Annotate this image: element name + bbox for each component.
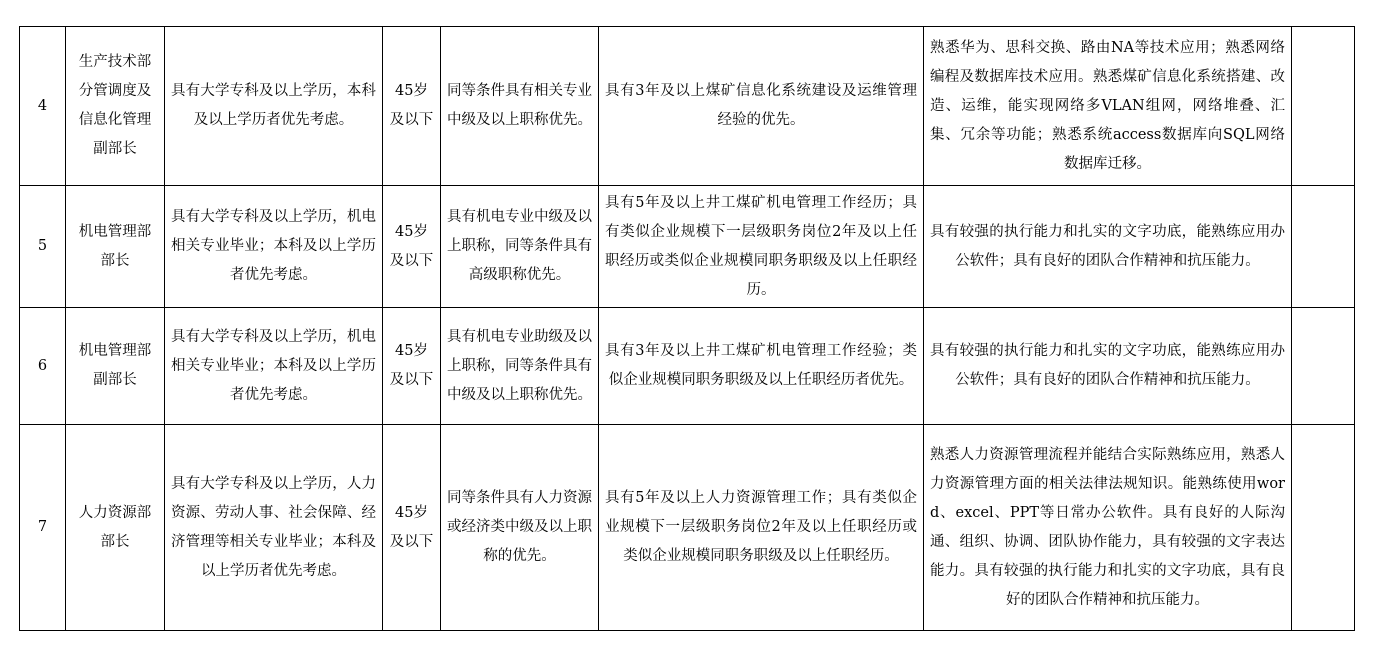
other-requirement: 熟悉人力资源管理流程并能结合实际熟练应用，熟悉人力资源管理方面的相关法律法规知识。能熟练使用word、excel、PPT等日常办公软件。具有良好的人际沟通、组织、协调、团队协作能力，具有较强的文字表达能力。具有较强的执行能力和扎实的文字功底，具有良好的团队合作精神和抗压能力。	[924, 425, 1292, 631]
title-requirement: 具有机电专业中级及以上职称，同等条件具有高级职称优先。	[441, 186, 599, 308]
table-row	[20, 308, 1355, 425]
row-number: 7	[20, 425, 66, 631]
education-requirement: 具有大学专科及以上学历，人力资源、劳动人事、社会保障、经济管理等相关专业毕业；本科及以上学历者优先考虑。	[165, 425, 383, 631]
age-requirement: 45岁及以下	[383, 186, 441, 308]
row-number: 5	[20, 186, 66, 308]
education-requirement: 具有大学专科及以上学历，本科及以上学历者优先考虑。	[165, 27, 383, 186]
title-requirement: 同等条件具有相关专业中级及以上职称优先。	[441, 27, 599, 186]
row-number: 4	[20, 27, 66, 186]
position-name: 机电管理部副部长	[66, 308, 165, 425]
note-cell	[1292, 308, 1355, 425]
experience-requirement: 具有3年及以上煤矿信息化系统建设及运维管理经验的优先。	[599, 27, 924, 186]
education-requirement: 具有大学专科及以上学历，机电相关专业毕业；本科及以上学历者优先考虑。	[165, 308, 383, 425]
age-requirement: 45岁及以下	[383, 308, 441, 425]
positions-table	[19, 26, 1355, 631]
experience-requirement: 具有3年及以上井工煤矿机电管理工作经验；类似企业规模同职务职级及以上任职经历者优先。	[599, 308, 924, 425]
table-row	[20, 27, 1355, 186]
row-number: 6	[20, 308, 66, 425]
experience-requirement: 具有5年及以上人力资源管理工作；具有类似企业规模下一层级职务岗位2年及以上任职经历或类似企业规模同职务职级及以上任职经历。	[599, 425, 924, 631]
table-row	[20, 425, 1355, 631]
position-name: 机电管理部部长	[66, 186, 165, 308]
age-requirement: 45岁及以下	[383, 425, 441, 631]
title-requirement: 同等条件具有人力资源或经济类中级及以上职称的优先。	[441, 425, 599, 631]
age-requirement: 45岁及以下	[383, 27, 441, 186]
note-cell	[1292, 27, 1355, 186]
experience-requirement: 具有5年及以上井工煤矿机电管理工作经历；具有类似企业规模下一层级职务岗位2年及以上任职经历或类似企业规模同职务职级及以上任职经历。	[599, 186, 924, 308]
position-name: 人力资源部部长	[66, 425, 165, 631]
other-requirement: 熟悉华为、思科交换、路由NA等技术应用；熟悉网络编程及数据库技术应用。熟悉煤矿信息化系统搭建、改造、运维，能实现网络多VLAN组网，网络堆叠、汇集、冗余等功能；熟悉系统access数据库向SQL网络数据库迁移。	[924, 27, 1292, 186]
table-row	[20, 186, 1355, 308]
title-requirement: 具有机电专业助级及以上职称，同等条件具有中级及以上职称优先。	[441, 308, 599, 425]
other-requirement: 具有较强的执行能力和扎实的文字功底，能熟练应用办公软件；具有良好的团队合作精神和抗压能力。	[924, 186, 1292, 308]
other-requirement: 具有较强的执行能力和扎实的文字功底，能熟练应用办公软件；具有良好的团队合作精神和抗压能力。	[924, 308, 1292, 425]
position-name: 生产技术部分管调度及信息化管理副部长	[66, 27, 165, 186]
education-requirement: 具有大学专科及以上学历，机电相关专业毕业；本科及以上学历者优先考虑。	[165, 186, 383, 308]
note-cell	[1292, 425, 1355, 631]
note-cell	[1292, 186, 1355, 308]
